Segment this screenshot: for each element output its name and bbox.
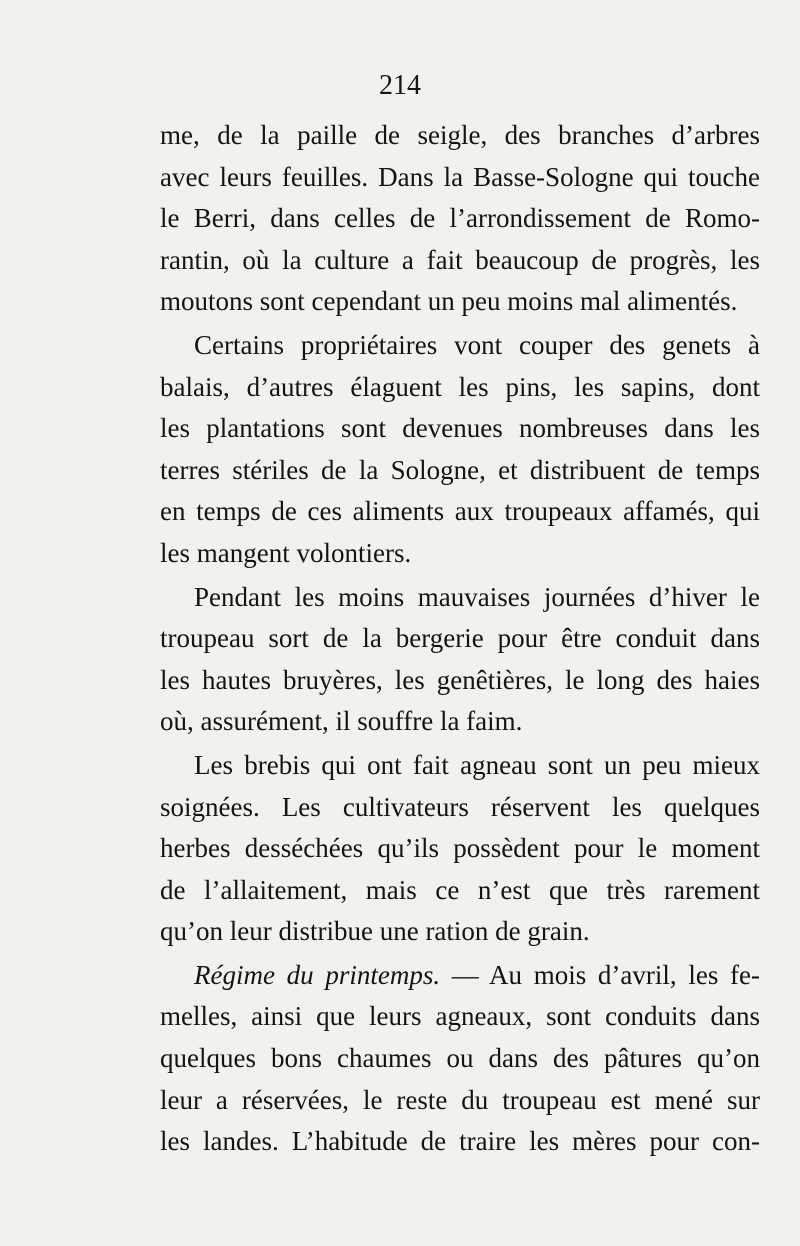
text-line: Pendant les moins mauvaises journées d’hiver le (194, 581, 760, 612)
text-line: avec leurs feuilles. Dans la Basse-Sologne qui touche (160, 161, 760, 192)
text-line: rantin, où la culture a fait beaucoup de progrès, les (160, 244, 760, 275)
text-line: moutons sont cependant un peu moins mal alimentés. (160, 286, 738, 317)
section-heading: Régime du printemps. (194, 959, 441, 990)
paragraph-4 (160, 745, 760, 953)
text-line: me, de la paille de seigle, des branches d’arbres (160, 120, 760, 150)
text-line (160, 955, 760, 997)
text-line: troupeau sort de la bergerie pour être conduit dans (160, 623, 760, 654)
text-line: le Berri, dans celles de l’arrondissement de Romo- (160, 203, 760, 234)
text-line: leur a réservées, le reste du troupeau est mené sur (160, 1084, 760, 1115)
text-line: les plantations sont devenues nombreuses dans les (160, 413, 760, 444)
text-line: les mangent volontiers. (160, 537, 412, 568)
text-line: les landes. L’habitude de traire les mères pour con- (160, 1126, 760, 1157)
text-line: balais, d’autres élaguent les pins, les sapins, dont (160, 371, 760, 402)
text-line: herbes desséchées qu’ils possèdent pour le moment (160, 833, 760, 864)
page-number: 214 (379, 70, 421, 101)
text-line: quelques bons chaumes ou dans des pâtures qu’on (160, 1043, 760, 1074)
text-line: Certains propriétaires vont couper des genets à (194, 329, 760, 360)
text-line: qu’on leur distribue une ration de grain. (160, 916, 590, 947)
paragraph-5 (160, 955, 760, 1163)
text-line: où, assurément, il souffre la faim. (160, 706, 523, 737)
paragraph-1 (160, 115, 760, 323)
text-line: en temps de ces aliments aux troupeaux affamés, qui (160, 496, 760, 527)
text-fragment: — Au mois d’avril, les fe- (440, 959, 760, 990)
paragraph-3 (160, 577, 760, 743)
body-text (160, 115, 760, 1163)
text-line: terres stériles de la Sologne, et distribuent de temps (160, 454, 760, 485)
text-line: les hautes bruyères, les genêtières, le long des haies (160, 664, 760, 695)
text-line: Les brebis qui ont fait agneau sont un peu mieux (194, 749, 760, 780)
paragraph-2 (160, 325, 760, 575)
text-line: soignées. Les cultivateurs réservent les quelques (160, 791, 760, 822)
text-line: de l’allaitement, mais ce n’est que très rarement (160, 874, 760, 905)
text-line: melles, ainsi que leurs agneaux, sont conduits dans (160, 1001, 760, 1032)
